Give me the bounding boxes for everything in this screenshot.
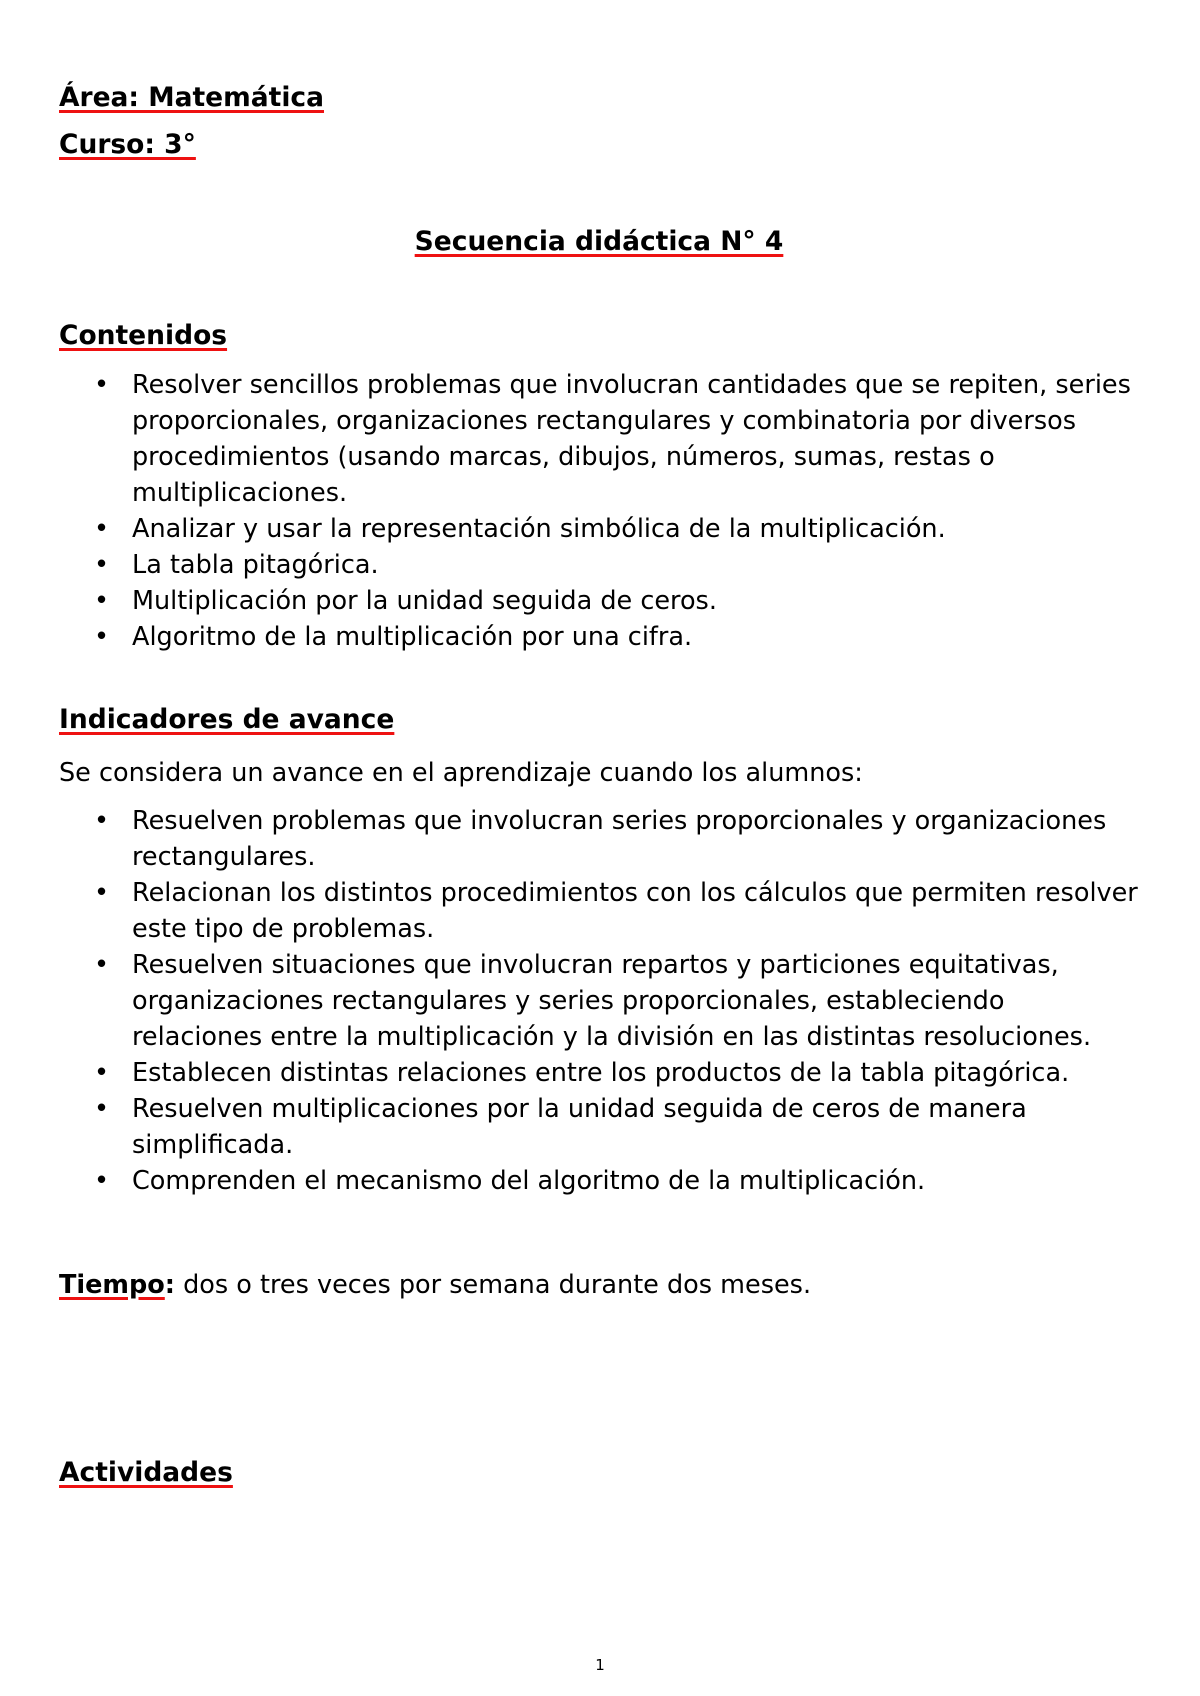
curso-label: Curso: 3° [59,129,196,160]
contenidos-list [59,367,1139,655]
list-item: • Relacionan los distintos procedimientos con los cálculos que permiten resolver este tipo de problemas. [132,875,1139,947]
list-item: • Resuelven multiplicaciones por la unidad seguida de ceros de manera simplificada. [132,1091,1139,1163]
list-item: • Resuelven problemas que involucran series proporcionales y organizaciones rectangulares. [132,803,1139,875]
list-item: • La tabla pitagórica. [132,547,1139,583]
list-item: • Resuelven situaciones que involucran repartos y particiones equitativas, organizaciones rectangulares y series proporcionales, estableciendo relaciones entre la multiplicación y la división en las distintas resoluciones. [132,947,1139,1055]
indicadores-intro: Se considera un avance en el aprendizaje cuando los alumnos: [59,758,863,788]
list-item: • Analizar y usar la representación simbólica de la multiplicación. [132,511,1139,547]
contenidos-heading-line [59,318,1139,354]
document-page [59,80,1139,1491]
tiempo-colon: : [164,1270,175,1300]
area-label: Área: Matemática [59,82,324,113]
indicadores-heading: Indicadores de avance [59,704,395,735]
page-number: 1 [595,1656,605,1674]
list-item: • Resolver sencillos problemas que involucran cantidades que se repiten, series proporcionales, organizaciones rectangulares y combinatoria por diversos procedimientos (usando marcas, dibujos, números, sumas, restas o multiplicaciones. [132,367,1139,511]
curso-line [59,127,1139,163]
document-title: Secuencia didáctica N° 4 [414,226,784,257]
actividades-heading-line [59,1455,1139,1491]
list-item: • Establecen distintas relaciones entre los productos de la tabla pitagórica. [132,1055,1139,1091]
tiempo-text: dos o tres veces por semana durante dos meses. [174,1270,812,1300]
tiempo-label: Tiempo [59,1270,165,1300]
contenidos-heading: Contenidos [59,320,228,351]
list-item: • Comprenden el mecanismo del algoritmo de la multiplicación. [132,1163,1139,1199]
indicadores-list [59,803,1139,1199]
document-title-line [59,224,1139,260]
area-line [59,80,1139,116]
indicadores-heading-line [59,702,1139,738]
list-item: • Algoritmo de la multiplicación por una cifra. [132,619,1139,655]
tiempo-line [59,1267,1139,1303]
list-item: • Multiplicación por la unidad seguida de ceros. [132,583,1139,619]
actividades-heading: Actividades [59,1457,233,1488]
